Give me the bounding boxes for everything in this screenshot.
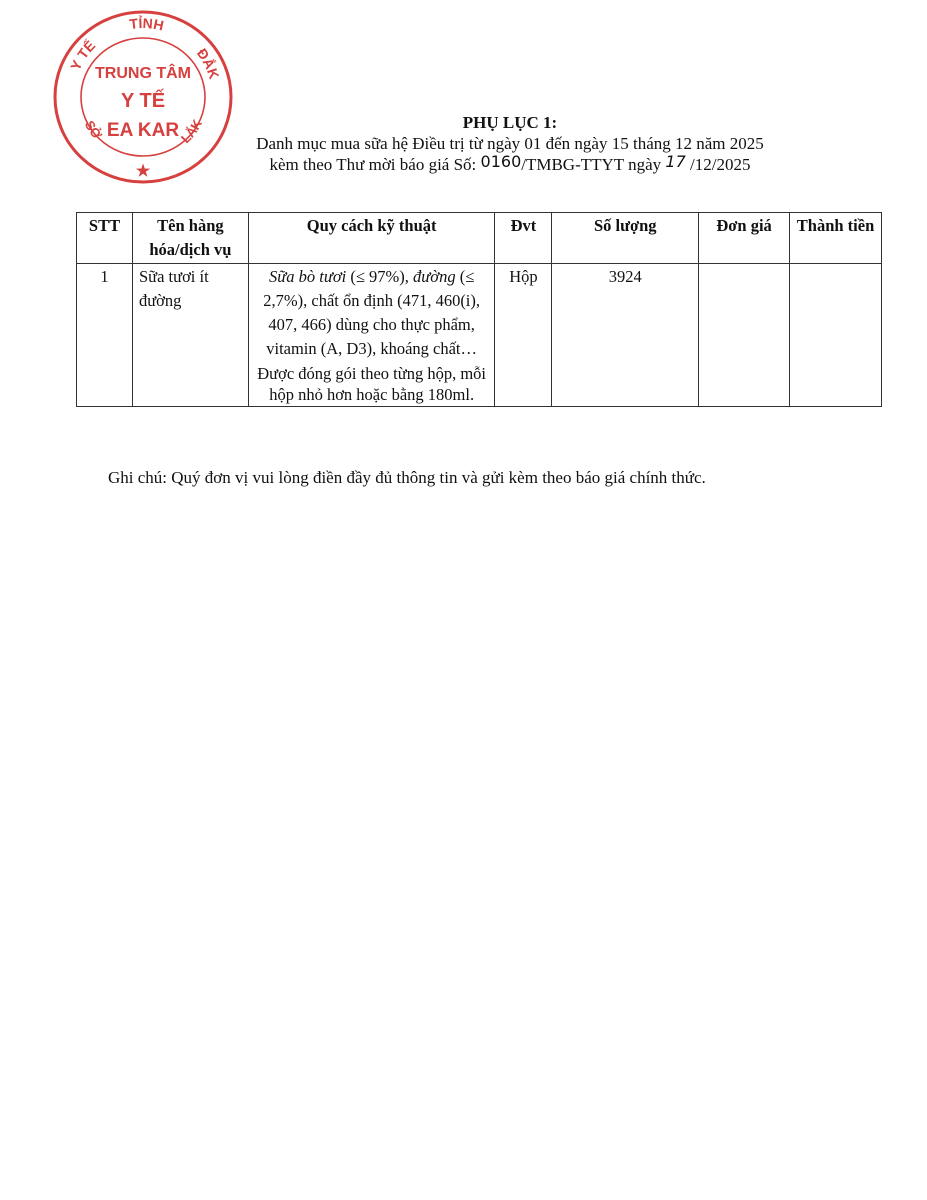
handwritten-number: 0160 <box>480 152 522 171</box>
seal-star-icon: ★ <box>135 163 151 180</box>
seal-ring-top-center: TỈNH <box>128 14 166 34</box>
seal-ring-bottom-right: LẮK <box>177 116 205 147</box>
seal-ring-top: Y TẾ <box>66 37 99 73</box>
header-don-gia: Đơn giá <box>699 213 790 264</box>
appendix-title: PHỤ LỤC 1: <box>462 113 558 132</box>
appendix-subtitle: Danh mục mua sữa hệ Điều trị từ ngày 01 đến ngày 15 tháng 12 năm 2025 <box>256 134 764 153</box>
table-header-row <box>77 213 882 264</box>
handwritten-day: 17 <box>665 152 686 171</box>
table-row <box>77 264 882 407</box>
spec-text-1: (≤ 97%), <box>346 267 414 286</box>
cell-thanh-tien <box>790 264 882 407</box>
seal-line-3: EA KAR <box>106 120 180 141</box>
document-header <box>160 112 860 175</box>
cell-ten-hang: Sữa tươi ít đường <box>132 264 248 407</box>
reference-mid: /TMBG-TTYT ngày <box>521 155 662 174</box>
cell-so-luong: 3924 <box>552 264 699 407</box>
spec-text-3: Được đóng gói theo từng hộp, mỗi hộp nhỏ hơn hoặc bằng 180ml. <box>257 364 486 404</box>
header-ten-hang: Tên hàng hóa/dịch vụ <box>132 213 248 264</box>
seal-line-1: TRUNG TÂM <box>95 65 191 82</box>
seal-ring-bottom-left: SỞ <box>81 117 105 143</box>
spec-italic-2: đường <box>413 267 456 286</box>
cell-dvt: Hộp <box>495 264 552 407</box>
invitation-reference <box>160 154 860 175</box>
header-thanh-tien: Thành tiền <box>790 213 882 264</box>
seal-ring-right: ĐẮK <box>193 45 223 81</box>
spec-text-2: (≤ 2,7%), chất ổn định (471, 460(i), 407, 466) dùng cho thực phẩm, vitamin (A, D3), khoáng chất… <box>263 267 481 358</box>
seal-line-2: Y TẾ <box>120 90 166 112</box>
header-dvt: Đvt <box>495 213 552 264</box>
header-stt: STT <box>77 213 133 264</box>
cell-quy-cach <box>248 264 495 407</box>
footnote: Ghi chú: Quý đơn vị vui lòng điền đầy đủ thông tin và gửi kèm theo báo giá chính thức. <box>108 468 706 487</box>
reference-prefix: kèm theo Thư mời báo giá Số: <box>269 155 477 174</box>
product-table <box>76 212 882 407</box>
header-so-luong: Số lượng <box>552 213 699 264</box>
cell-stt: 1 <box>77 264 133 407</box>
header-quy-cach: Quy cách kỹ thuật <box>248 213 495 264</box>
cell-don-gia <box>699 264 790 407</box>
reference-suffix: /12/2025 <box>690 155 751 174</box>
spec-italic-1: Sữa bò tươi <box>269 267 347 286</box>
